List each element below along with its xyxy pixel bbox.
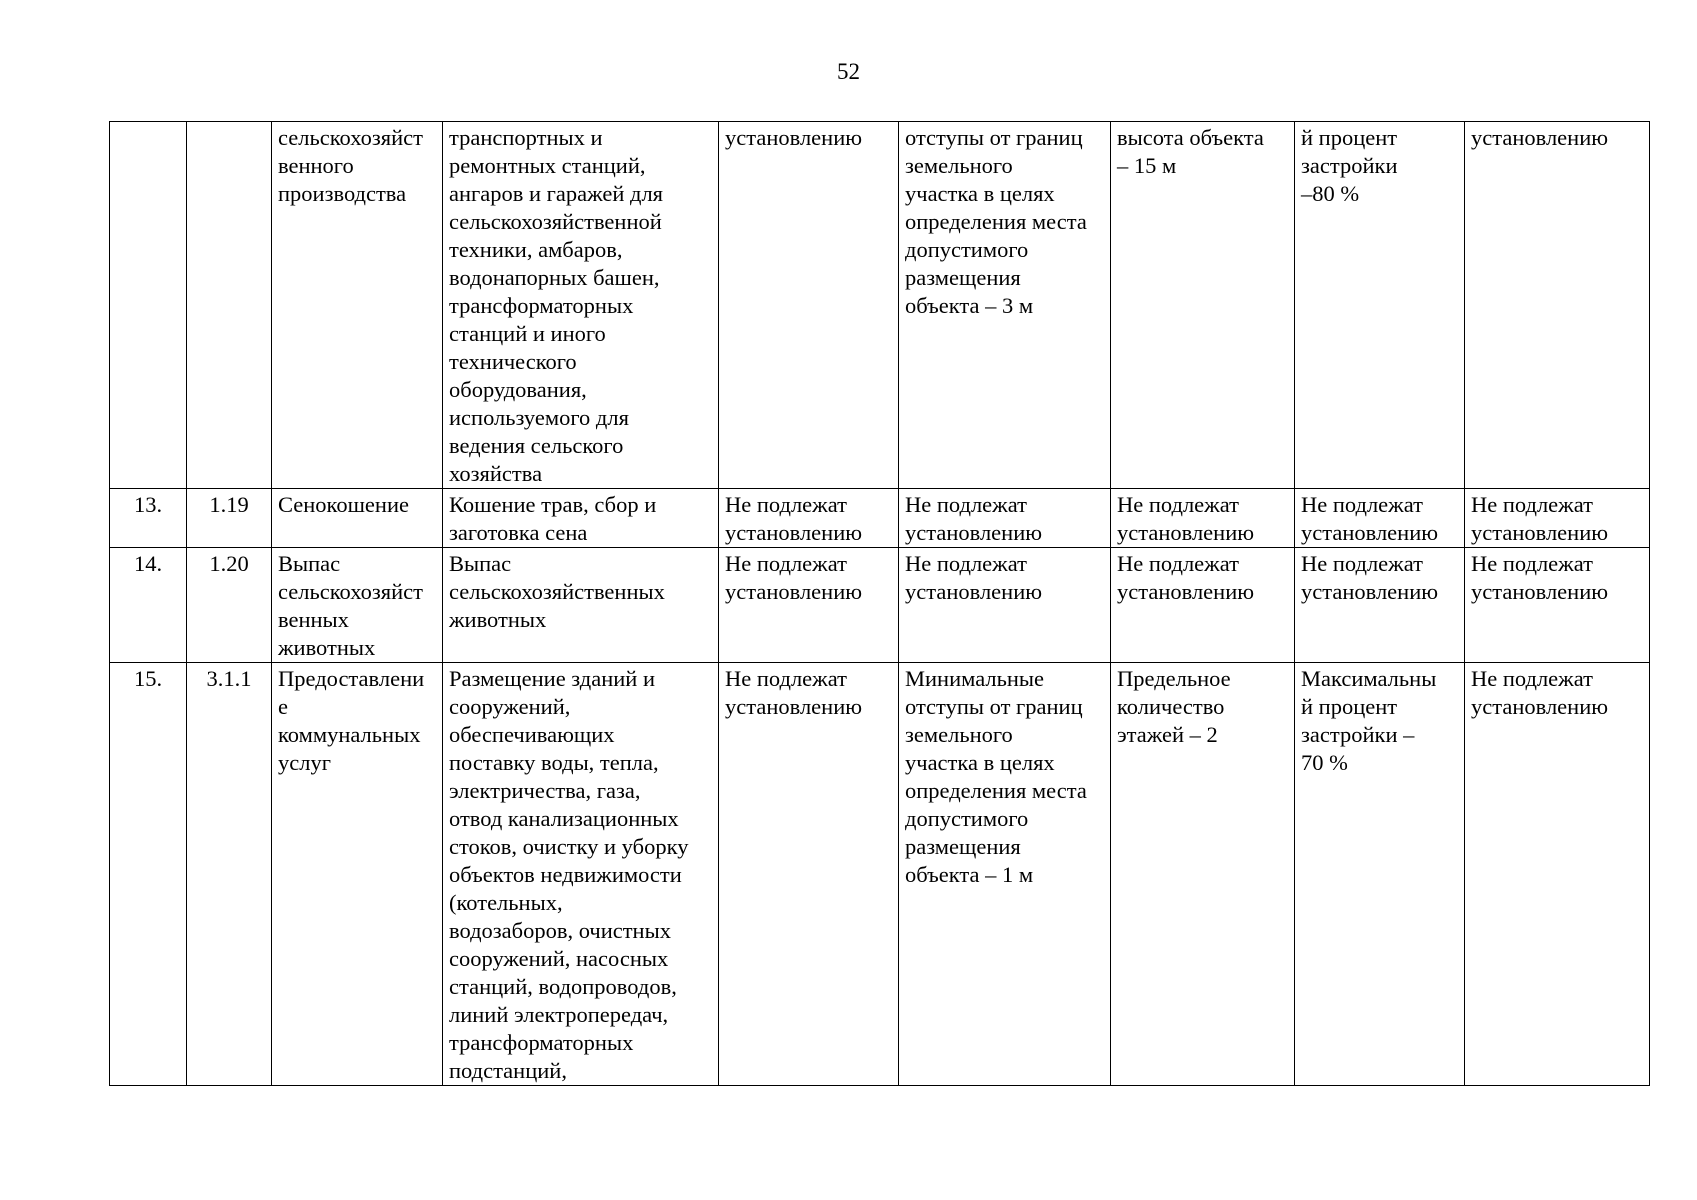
setback-cell: отступы от границ земельного участка в целях определения места допустимого размещения объекта – 3 м [899,122,1111,489]
row-number-cell: 15. [110,663,187,1086]
permitted-use-name-cell: Выпас сельскохозяйст венных животных [272,548,443,663]
setback-cell: Минимальные отступы от границ земельного участка в целях определения места допустимого размещения объекта – 1 м [899,663,1111,1086]
permitted-use-description-cell: транспортных и ремонтных станций, ангаров и гаражей для сельскохозяйственной техники, амбаров, водонапорных башен, трансформаторных станций и иного технического оборудования, используемого для ведения сельского хозяйства [443,122,719,489]
other-parameters-cell: установлению [1465,122,1650,489]
plot-size-cell: Не подлежат установлению [719,663,899,1086]
permitted-use-description-cell: Кошение трав, сбор и заготовка сена [443,489,719,548]
permitted-use-description-cell: Выпас сельскохозяйственных животных [443,548,719,663]
table-row [110,489,1650,548]
permitted-use-code-cell [187,122,272,489]
permitted-use-code-cell: 3.1.1 [187,663,272,1086]
permitted-use-name-cell: Сенокошение [272,489,443,548]
building-coverage-cell: Не подлежат установлению [1295,489,1465,548]
row-number-cell [110,122,187,489]
building-coverage-cell: Максимальны й процент застройки – 70 % [1295,663,1465,1086]
height-floors-cell: Предельное количество этажей – 2 [1111,663,1295,1086]
height-floors-cell: Не подлежат установлению [1111,489,1295,548]
height-floors-cell: высота объекта – 15 м [1111,122,1295,489]
table-row [110,663,1650,1086]
row-number-cell: 13. [110,489,187,548]
height-floors-cell: Не подлежат установлению [1111,548,1295,663]
zoning-regulations-table [109,121,1650,1086]
other-parameters-cell: Не подлежат установлению [1465,548,1650,663]
permitted-use-description-cell: Размещение зданий и сооружений, обеспечивающих поставку воды, тепла, электричества, газа, отвод канализационных стоков, очистку и уборку объектов недвижимости (котельных, водозаборов, очистных сооружений, насосных станций, водопроводов, линий электропередач, трансформаторных подстанций, [443,663,719,1086]
setback-cell: Не подлежат установлению [899,489,1111,548]
table-row [110,122,1650,489]
permitted-use-name-cell: Предоставлени е коммунальных услуг [272,663,443,1086]
permitted-use-name-cell: сельскохозяйст венного производства [272,122,443,489]
other-parameters-cell: Не подлежат установлению [1465,489,1650,548]
plot-size-cell: Не подлежат установлению [719,548,899,663]
permitted-use-code-cell: 1.19 [187,489,272,548]
building-coverage-cell: й процент застройки –80 % [1295,122,1465,489]
building-coverage-cell: Не подлежат установлению [1295,548,1465,663]
plot-size-cell: установлению [719,122,899,489]
plot-size-cell: Не подлежат установлению [719,489,899,548]
row-number-cell: 14. [110,548,187,663]
table-row [110,548,1650,663]
setback-cell: Не подлежат установлению [899,548,1111,663]
other-parameters-cell: Не подлежат установлению [1465,663,1650,1086]
page-number: 52 [837,59,860,84]
permitted-use-code-cell: 1.20 [187,548,272,663]
